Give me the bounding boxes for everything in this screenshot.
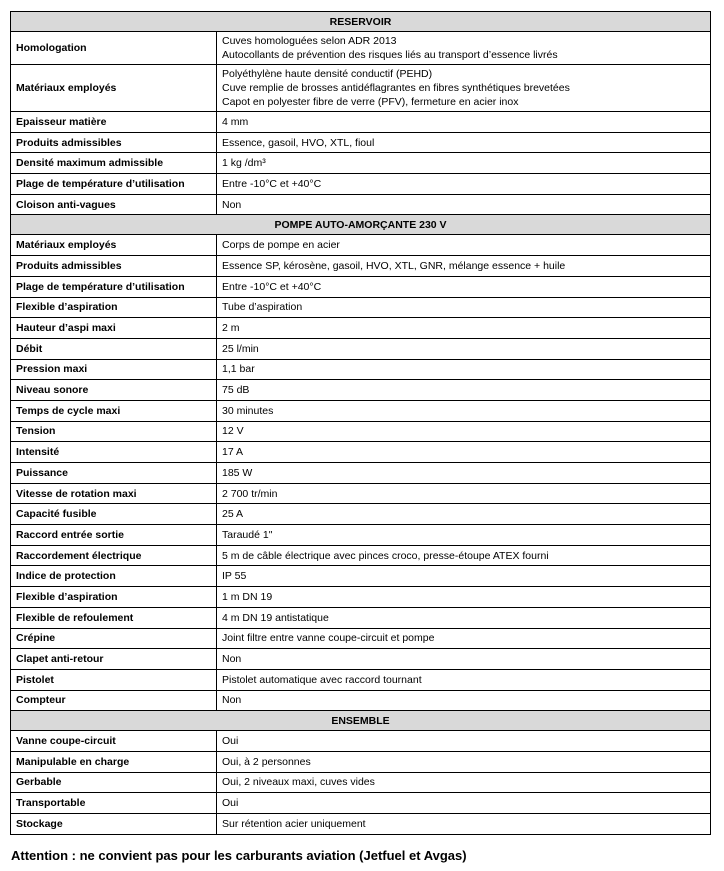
table-row (11, 793, 711, 814)
spec-label: Clapet anti-retour (11, 649, 217, 670)
table-row (11, 359, 711, 380)
section-header (11, 12, 711, 32)
spec-value-line: Oui (222, 735, 239, 748)
spec-value (217, 649, 711, 670)
table-row (11, 772, 711, 793)
table-row (11, 587, 711, 608)
spec-value-line: Essence SP, kérosène, gasoil, HVO, XTL, GNR, mélange essence + huile (222, 259, 566, 272)
section-header (11, 711, 711, 731)
table-row (11, 463, 711, 484)
spec-label: Homologation (11, 32, 217, 65)
spec-value-line: 30 minutes (222, 404, 274, 417)
table-row (11, 814, 711, 835)
spec-value (217, 276, 711, 297)
table-row (11, 380, 711, 401)
table-row (11, 566, 711, 587)
spec-value (217, 483, 711, 504)
spec-value (217, 669, 711, 690)
spec-value-line: Non (222, 653, 242, 666)
spec-value (217, 174, 711, 195)
spec-label: Flexible d’aspiration (11, 297, 217, 318)
table-row (11, 297, 711, 318)
spec-label: Flexible d’aspiration (11, 587, 217, 608)
spec-value-line: Oui (222, 797, 239, 810)
spec-value-line: 2 700 tr/min (222, 487, 278, 500)
table-row (11, 649, 711, 670)
table-row (11, 153, 711, 174)
spec-value (217, 132, 711, 153)
spec-label: Tension (11, 421, 217, 442)
table-row (11, 607, 711, 628)
spec-value-line: Polyéthylène haute densité conductif (PEHD) (222, 68, 433, 80)
table-row (11, 256, 711, 277)
spec-value (217, 607, 711, 628)
spec-value (217, 793, 711, 814)
table-row (11, 483, 711, 504)
table-row (11, 504, 711, 525)
spec-label: Matériaux employés (11, 65, 217, 112)
spec-value-line: Non (222, 694, 242, 707)
spec-value-line: Cuve remplie de brosses antidéflagrantes en fibres synthétiques brevetées (222, 82, 570, 94)
spec-value-line: Autocollants de prévention des risques liés au transport d’essence livrés (222, 49, 558, 61)
spec-label: Capacité fusible (11, 504, 217, 525)
spec-value (217, 194, 711, 215)
spec-value (217, 65, 711, 112)
spec-value-line: Sur rétention acier uniquement (222, 817, 366, 830)
spec-value (217, 690, 711, 711)
table-row (11, 628, 711, 649)
spec-label: Vitesse de rotation maxi (11, 483, 217, 504)
spec-label: Hauteur d’aspi maxi (11, 318, 217, 339)
spec-value-line: 1 kg /dm³ (222, 157, 266, 170)
spec-value-line: 17 A (222, 446, 244, 459)
spec-value-line: 25 l/min (222, 342, 259, 355)
spec-value (217, 112, 711, 133)
attention-note: Attention : ne convient pas pour les carburants aviation (Jetfuel et Avgas) (11, 848, 467, 863)
spec-label: Produits admissibles (11, 132, 217, 153)
table-row (11, 132, 711, 153)
spec-value-line: Corps de pompe en acier (222, 239, 340, 252)
spec-value (217, 421, 711, 442)
table-row (11, 65, 711, 112)
spec-value (217, 32, 711, 65)
spec-label: Niveau sonore (11, 380, 217, 401)
spec-value-line: 12 V (222, 425, 244, 438)
spec-label: Vanne coupe-circuit (11, 731, 217, 752)
spec-label: Plage de température d’utilisation (11, 276, 217, 297)
spec-value-line: Capot en polyester fibre de verre (PFV), fermeture en acier inox (222, 96, 519, 108)
spec-label: Cloison anti-vagues (11, 194, 217, 215)
spec-value (217, 731, 711, 752)
spec-label: Stockage (11, 814, 217, 835)
spec-label: Raccord entrée sortie (11, 525, 217, 546)
table-row (11, 338, 711, 359)
section-title: POMPE AUTO-AMORÇANTE 230 V (11, 215, 711, 235)
spec-value (217, 587, 711, 608)
table-row (11, 690, 711, 711)
spec-table (10, 11, 711, 835)
table-row (11, 731, 711, 752)
spec-value (217, 235, 711, 256)
spec-value-line: Oui, à 2 personnes (222, 755, 311, 768)
spec-value-line: 75 dB (222, 384, 250, 397)
table-row (11, 400, 711, 421)
section-header (11, 215, 711, 235)
table-row (11, 525, 711, 546)
spec-value-line: IP 55 (222, 570, 247, 583)
spec-value (217, 525, 711, 546)
spec-value (217, 400, 711, 421)
spec-label: Transportable (11, 793, 217, 814)
spec-value (217, 256, 711, 277)
spec-value-line: Non (222, 198, 242, 211)
spec-value (217, 566, 711, 587)
spec-label: Intensité (11, 442, 217, 463)
table-row (11, 669, 711, 690)
spec-label: Manipulable en charge (11, 751, 217, 772)
table-row (11, 174, 711, 195)
spec-value-line: 1,1 bar (222, 363, 255, 376)
spec-value-line: Entre -10°C et +40°C (222, 280, 322, 293)
spec-value (217, 772, 711, 793)
spec-label: Plage de température d’utilisation (11, 174, 217, 195)
spec-value-line: Pistolet automatique avec raccord tournant (222, 673, 422, 686)
spec-value-line: 4 m DN 19 antistatique (222, 611, 329, 624)
spec-value (217, 380, 711, 401)
spec-label: Temps de cycle maxi (11, 400, 217, 421)
spec-label: Matériaux employés (11, 235, 217, 256)
section-title: RESERVOIR (11, 12, 711, 32)
table-row (11, 442, 711, 463)
spec-label: Crépine (11, 628, 217, 649)
spec-label: Puissance (11, 463, 217, 484)
spec-value-line: 5 m de câble électrique avec pinces croco, presse-étoupe ATEX fourni (222, 549, 549, 562)
spec-value (217, 504, 711, 525)
table-row (11, 112, 711, 133)
table-row (11, 751, 711, 772)
table-row (11, 32, 711, 65)
spec-label: Epaisseur matière (11, 112, 217, 133)
spec-table-body (11, 12, 711, 835)
spec-label: Compteur (11, 690, 217, 711)
spec-label: Densité maximum admissible (11, 153, 217, 174)
spec-label: Débit (11, 338, 217, 359)
spec-value-line: Joint filtre entre vanne coupe-circuit et pompe (222, 632, 435, 645)
spec-value (217, 751, 711, 772)
spec-value (217, 545, 711, 566)
spec-label: Produits admissibles (11, 256, 217, 277)
spec-value (217, 628, 711, 649)
spec-label: Pistolet (11, 669, 217, 690)
spec-value (217, 338, 711, 359)
spec-value (217, 442, 711, 463)
spec-value (217, 463, 711, 484)
table-row (11, 235, 711, 256)
spec-value-line: 2 m (222, 322, 240, 335)
spec-value-line: Essence, gasoil, HVO, XTL, fioul (222, 136, 375, 149)
spec-value-line: 185 W (222, 466, 253, 479)
table-row (11, 545, 711, 566)
table-row (11, 421, 711, 442)
table-row (11, 318, 711, 339)
spec-value (217, 359, 711, 380)
spec-label: Gerbable (11, 772, 217, 793)
spec-label: Pression maxi (11, 359, 217, 380)
spec-value-line: Cuves homologuées selon ADR 2013 (222, 35, 397, 47)
spec-value-line: Entre -10°C et +40°C (222, 177, 322, 190)
spec-value-line: Taraudé 1" (222, 528, 273, 541)
spec-value (217, 153, 711, 174)
spec-value-line: Oui, 2 niveaux maxi, cuves vides (222, 776, 375, 789)
spec-value-line: 1 m DN 19 (222, 590, 273, 603)
spec-label: Indice de protection (11, 566, 217, 587)
spec-label: Flexible de refoulement (11, 607, 217, 628)
spec-label: Raccordement électrique (11, 545, 217, 566)
spec-value (217, 318, 711, 339)
spec-value-line: 4 mm (222, 115, 249, 128)
table-row (11, 194, 711, 215)
table-row (11, 276, 711, 297)
spec-value (217, 297, 711, 318)
spec-value-line: 25 A (222, 508, 244, 521)
section-title: ENSEMBLE (11, 711, 711, 731)
spec-value-line: Tube d’aspiration (222, 301, 303, 314)
spec-value (217, 814, 711, 835)
